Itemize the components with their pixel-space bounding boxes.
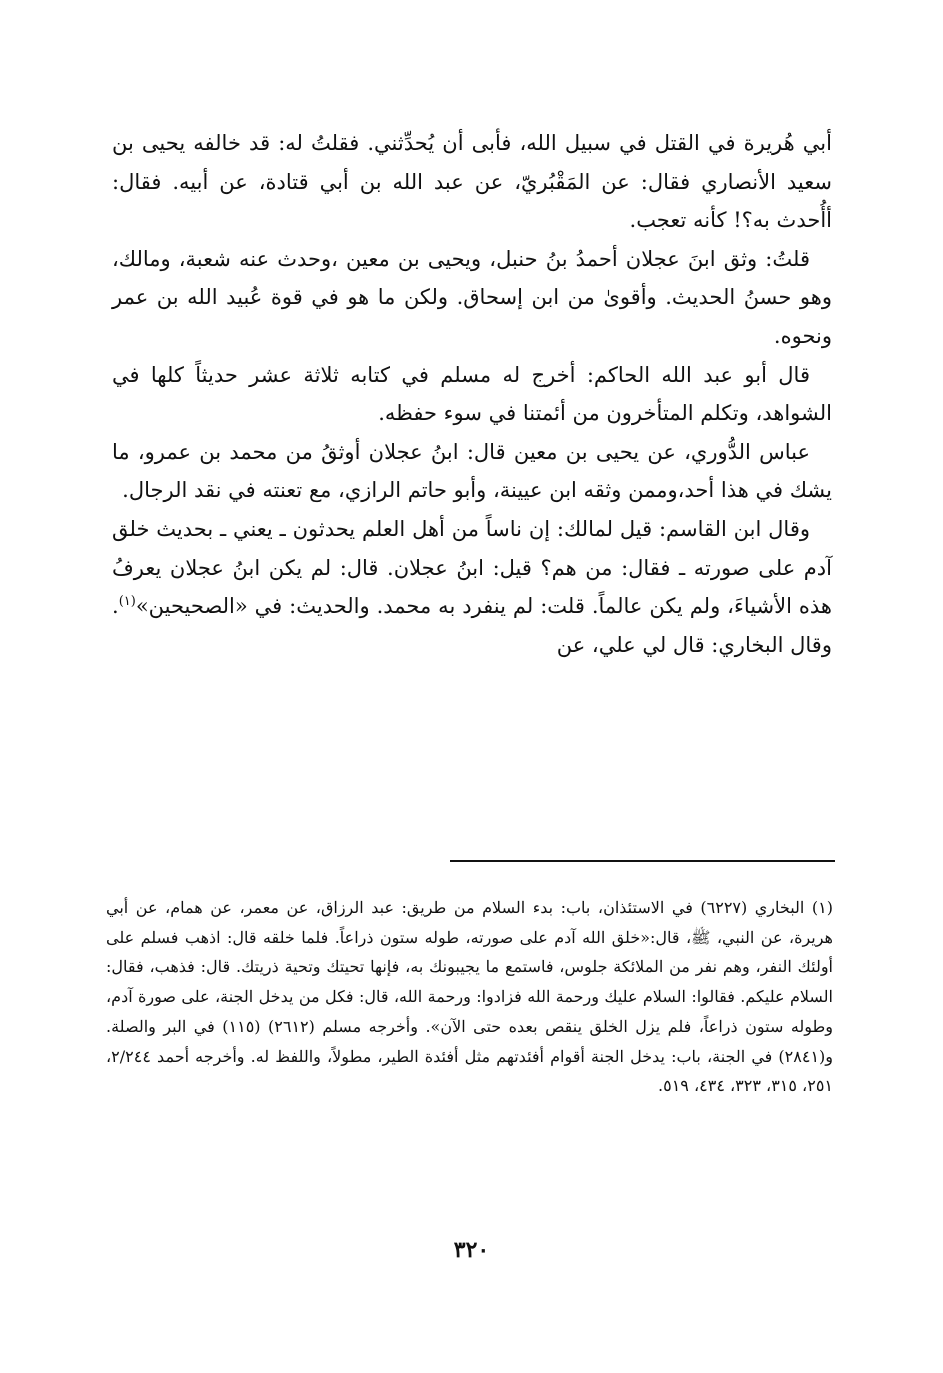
footnote-1: (١) البخاري (٦٢٢٧) في الاستئذان، باب: بدء السلام من طريق: عبد الرزاق، عن معمر، عن همام، عن أبي هريرة، عن النبي، ﷺ، قال:«خلق الله آدم على صورته، طوله ستون ذراعاً. فلما خلقه قال: اذهب فسلم على أولئك النفر، وهم نفر من الملائكة جلوس، فاستمع ما يجيبونك به، فإنها تحيتك وتحية ذريتك. قال: فذهب، فقال: السلام عليكم. فقالوا: السلام عليك ورحمة الله فزادوا: ورحمة الله، قال: فكل من يدخل الجنة، على صورة آدم، وطوله ستون ذراعاً، فلم يزل الخلق ينقص بعده حتى الآن». وأخرجه مسلم (٢٦١٢) (١١٥) في البر والصلة. و(٢٨٤١) في الجنة، باب: يدخل الجنة أقوام أفئدتهم مثل أفئدة الطير، مطولاً، واللفظ له. وأخرجه أحمد ٢/٢٤٤، ٢٥١، ٣١٥، ٣٢٣، ٤٣٤، ٥١٩. [106,898,834,1096]
page-number: ٣٢٠ [453,1237,490,1263]
paragraph-5-text: وقال ابن القاسم: قيل لمالك: إن ناساً من أهل العلم يحدثون ـ يعني ـ بحديث خلق آدم على صورته ـ فقال: من هم؟ قيل: ابنُ عجلان. قال: لم يكن ابنُ عجلان يعرفُ هذه الأشياءَ، ولم يكن عالماً. قلت: لم ينفرد به محمد. والحديث: في «الصحيحين» [112,516,832,619]
paragraph-2: قلتُ: وثق ابنَ عجلان أحمدُ بنُ حنبل، ويحيى بن معين ،وحدث عنه شعبة، ومالك، وهو حسنُ الحديث. وأقوىٰ من ابن إسحاق. ولكن ما هو في قوة عُبيد الله بن عمر ونحوه. [112,246,832,348]
paragraph-1: أبي هُريرة في القتل في سبيل الله، فأبى أن يُحدِّثني. فقلتُ له: قد خالفه يحيى بن سعيد الأنصاري فقال: عن المَقْبُريّ، عن عبد الله بن أبي قتادة، عن أبيه. فقال: أأُحدث به؟! كأنه تعجب. [112,131,832,233]
footnote-separator [450,860,835,862]
paragraph-3: قال أبو عبد الله الحاكم: أخرج له مسلم في كتابه ثلاثة عشر حديثاً كلها في الشواهد، وتكلم المتأخرون من أئمتنا في سوء حفظه. [112,362,832,426]
footnote-reference: (١) [118,594,136,610]
paragraph-4: عباس الدُّوري، عن يحيى بن معين قال: ابنُ عجلان أوثقُ من محمد بن عمرو، ما يشك في هذا أحد،وممن وثقه ابن عيينة، وأبو حاتم الرازي، مع تعنته في نقد الرجال. [112,439,832,503]
paragraph-5-tail: . وقال البخاري: قال لي علي، عن [112,594,832,657]
paragraph-5 [112,510,832,664]
footnotes [106,893,833,1101]
main-text [112,124,832,664]
